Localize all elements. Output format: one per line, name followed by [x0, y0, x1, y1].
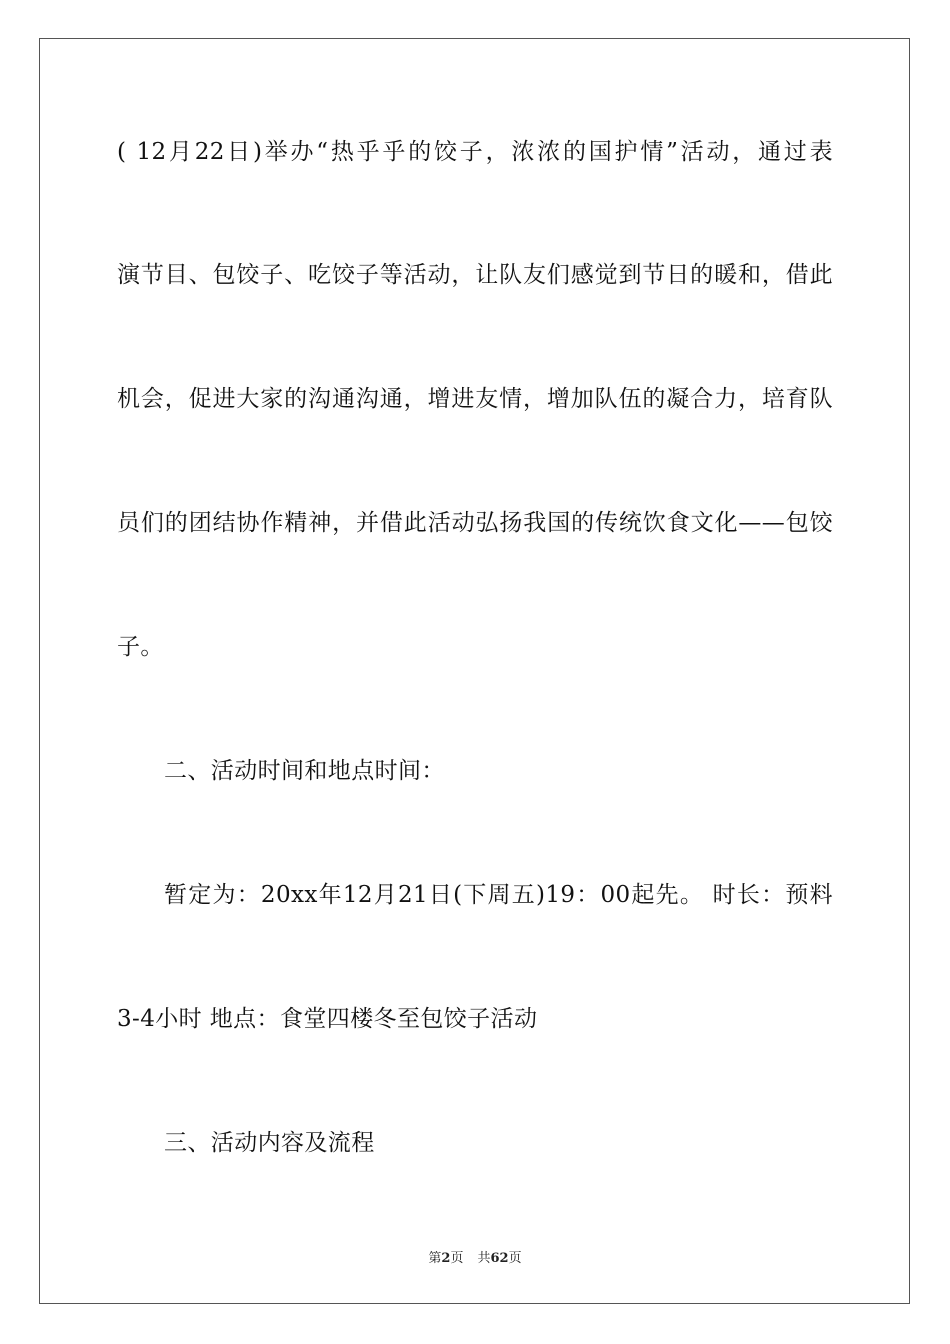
schedule-line-1: 暂定为：20xx年12月21日(下周五)19：00起先。 时长：预料	[164, 882, 833, 908]
footer-total-pages: 62	[490, 1251, 509, 1266]
paragraph-line-5: 子。	[117, 634, 164, 660]
page-footer	[0, 1247, 950, 1266]
page-frame	[39, 38, 910, 1304]
section-heading-time-location: 二、活动时间和地点时间：	[164, 758, 445, 784]
schedule-line-2: 3-4小时 地点：食堂四楼冬至包饺子活动	[117, 1006, 538, 1032]
paragraph-line-1: ( 12月22日)举办“热乎乎的饺子，浓浓的国护情”活动，通过表	[117, 139, 833, 165]
footer-prefix: 第	[428, 1251, 442, 1266]
paragraph-line-4: 员们的团结协作精神，并借此活动弘扬我国的传统饮食文化——包饺	[117, 510, 833, 536]
paragraph-line-2: 演节目、包饺子、吃饺子等活动，让队友们感觉到节日的暖和，借此	[117, 262, 833, 288]
section-heading-content-process: 三、活动内容及流程	[164, 1130, 375, 1156]
footer-page-number: 2	[441, 1251, 451, 1266]
footer-page-suffix: 页	[450, 1251, 464, 1266]
paragraph-line-3: 机会，促进大家的沟通沟通，增进友情，增加队伍的凝合力，培育队	[117, 386, 833, 412]
footer-total-suffix: 页	[508, 1251, 522, 1266]
footer-total-prefix: 共	[477, 1251, 491, 1266]
